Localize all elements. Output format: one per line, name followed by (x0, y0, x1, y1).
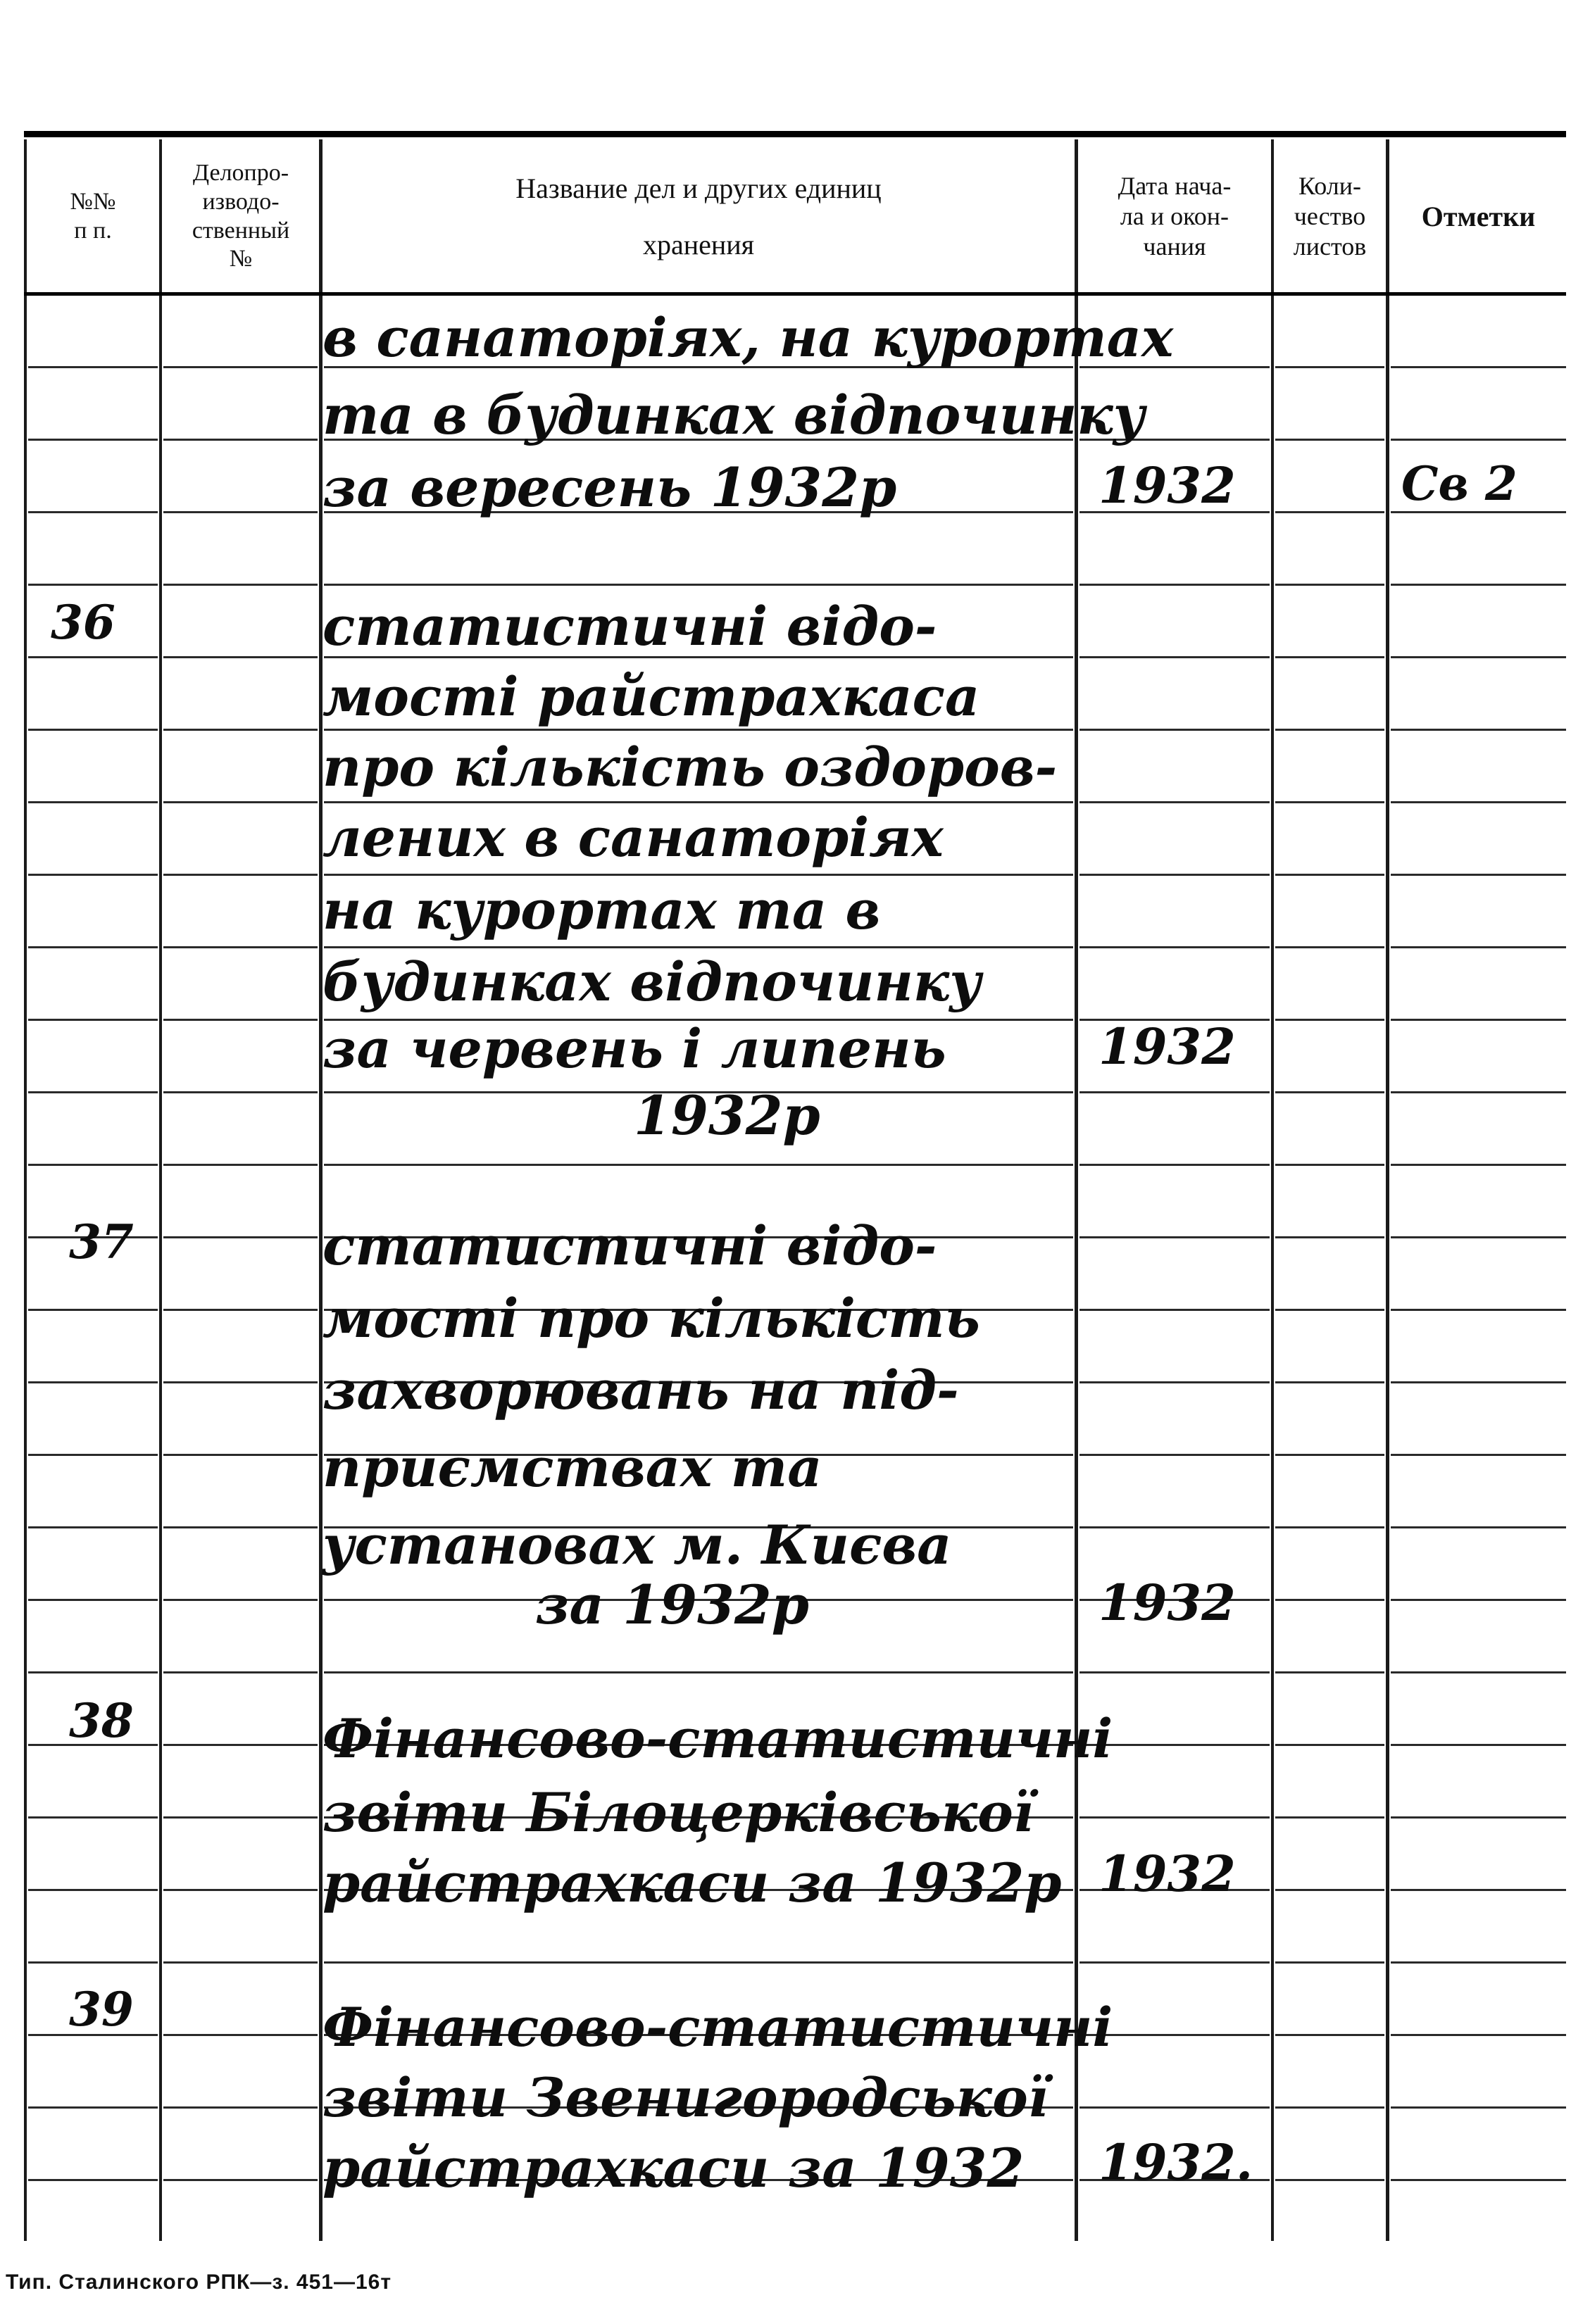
ruled-line (1275, 1381, 1384, 1383)
ruled-line (1391, 801, 1566, 803)
ruled-line (163, 801, 318, 803)
header-text: чество (1294, 201, 1366, 230)
header-text: хранения (642, 228, 755, 260)
entry-number: 39 (69, 1982, 134, 2037)
ruled-line (1391, 366, 1566, 368)
ruled-line (163, 1381, 318, 1383)
ruled-line (28, 1091, 158, 1093)
ruled-line (28, 439, 158, 441)
entry-title-line: мості райстрахкаса (323, 665, 980, 728)
ruled-line (28, 1164, 158, 1166)
ruled-line (28, 584, 158, 586)
ruled-line (28, 511, 158, 513)
ruled-line (1275, 2179, 1384, 2181)
header-text: Название дел и других единиц (515, 172, 882, 204)
ruled-line (1079, 1671, 1270, 1673)
ruled-line (163, 584, 318, 586)
ruled-line (1275, 1671, 1384, 1673)
entry-title-line: за вересень 1932р (323, 456, 897, 519)
ruled-line (163, 511, 318, 513)
ruled-line (163, 439, 318, 441)
ruled-line (1275, 1744, 1384, 1746)
ruled-line (28, 656, 158, 658)
entry-title-line: райстрахкаси за 1932 (323, 2137, 1025, 2199)
ruled-line (1391, 1236, 1566, 1238)
ruled-line (1275, 2034, 1384, 2036)
ruled-line (1275, 511, 1384, 513)
ruled-line (1079, 801, 1270, 803)
ruled-line (1391, 2179, 1566, 2181)
ruled-line (163, 1599, 318, 1601)
ruled-line (163, 2179, 318, 2181)
ruled-line (163, 656, 318, 658)
entry-title-line: звіти Білоцерківської (323, 1781, 1034, 1844)
ruled-line (1079, 2106, 1270, 2109)
ruled-line (1391, 584, 1566, 586)
column-divider (1271, 139, 1274, 2241)
entry-title-line: 1932р (634, 1084, 820, 1147)
ruled-line (28, 1454, 158, 1456)
header-cell-marks (1391, 141, 1566, 292)
header-bottom-rule (24, 292, 1566, 296)
ruled-line (324, 801, 1073, 803)
entry-title-line: установах м. Києва (323, 1514, 952, 1576)
entry-title-line: Фінансово-статистичні (323, 1996, 1113, 2059)
ruled-line (1079, 1309, 1270, 1311)
header-text: Дата нача- (1118, 171, 1232, 200)
ruled-line (163, 2106, 318, 2109)
ruled-line (1275, 1236, 1384, 1238)
ruled-line (163, 366, 318, 368)
ruled-line (1275, 656, 1384, 658)
ruled-line (28, 1381, 158, 1383)
column-divider (1075, 139, 1078, 2241)
ruled-line (1275, 1816, 1384, 1819)
entry-title-line: звіти Звенигородської (323, 2066, 1049, 2129)
ruled-line (1391, 1671, 1566, 1673)
header-cell-row-number (28, 141, 158, 292)
ruled-line (1391, 1816, 1566, 1819)
ruled-line (1275, 1019, 1384, 1021)
ruled-line (163, 1236, 318, 1238)
entry-title-line: та в будинках відпочинку (323, 384, 1146, 446)
ruled-line (1391, 656, 1566, 658)
header-cell-office-number (163, 141, 318, 292)
ruled-line (1275, 729, 1384, 731)
ruled-line (163, 1454, 318, 1456)
column-divider (319, 139, 323, 2241)
ruled-line (1391, 1164, 1566, 1166)
entry-title-line: про кількість оздоров- (323, 736, 1058, 798)
ruled-line (324, 1671, 1073, 1673)
ruled-line (1275, 1526, 1384, 1528)
ruled-line (1079, 656, 1270, 658)
ruled-line (1275, 946, 1384, 948)
entry-date: 1932 (1099, 1574, 1236, 1632)
ruled-line (324, 1164, 1073, 1166)
column-divider (1386, 139, 1389, 2241)
ruled-line (1275, 801, 1384, 803)
entry-title-line: на курортах та в (323, 879, 881, 941)
ruled-line (1275, 2106, 1384, 2109)
ruled-line (1391, 2034, 1566, 2036)
ruled-line (1275, 584, 1384, 586)
ruled-line (1079, 584, 1270, 586)
ruled-line (1275, 1889, 1384, 1891)
ruled-line (1391, 511, 1566, 513)
entry-title-line: райстрахкаси за 1932р (323, 1852, 1062, 1914)
ruled-line (324, 1961, 1073, 1964)
ruled-line (1079, 1961, 1270, 1964)
ruled-line (163, 1164, 318, 1166)
ruled-line (28, 874, 158, 876)
entry-number: 36 (51, 595, 115, 650)
ruled-line (1079, 1381, 1270, 1383)
ruled-line (163, 1671, 318, 1673)
entry-date: 1932 (1099, 1845, 1236, 1903)
entry-title-line: статистичні відо- (323, 595, 937, 658)
entry-title-line: приємствах та (323, 1436, 822, 1499)
ruled-line (163, 874, 318, 876)
ruled-line (28, 1889, 158, 1891)
ruled-line (28, 1816, 158, 1819)
header-text: изводо- (202, 188, 280, 215)
entry-date: 1932 (1099, 1017, 1236, 1076)
entry-title-line: лених в санаторіях (323, 806, 944, 869)
entry-title-line: Фінансово-статистичні (323, 1707, 1113, 1770)
ruled-line (1391, 1381, 1566, 1383)
ruled-line (324, 729, 1073, 731)
ruled-line (1391, 729, 1566, 731)
ruled-line (163, 2034, 318, 2036)
ruled-line (1079, 1816, 1270, 1819)
header-text: Отметки (1421, 200, 1536, 232)
ruled-line (28, 1671, 158, 1673)
ruled-line (1275, 439, 1384, 441)
ruled-line (28, 729, 158, 731)
entry-number: 38 (69, 1693, 134, 1748)
header-text: п п. (74, 217, 112, 244)
entry-title-line: захворювань на під- (323, 1359, 959, 1421)
ruled-line (1391, 1599, 1566, 1601)
ruled-line (1391, 1091, 1566, 1093)
header-text: чания (1143, 232, 1206, 261)
ruled-line (1079, 946, 1270, 948)
ruled-line (1391, 1889, 1566, 1891)
ruled-line (28, 2179, 158, 2181)
ruled-line (163, 1091, 318, 1093)
ruled-line (1275, 1164, 1384, 1166)
header-cell-sheets (1275, 141, 1385, 292)
entry-title-line: мості про кількість (323, 1287, 980, 1350)
ruled-line (28, 1961, 158, 1964)
entry-date: 1932 (1099, 456, 1236, 515)
ruled-line (324, 946, 1073, 948)
header-text: Коли- (1298, 171, 1361, 200)
ruled-line (28, 801, 158, 803)
ruled-line (1391, 1019, 1566, 1021)
entry-title-line: в санаторіях, на курортах (323, 306, 1174, 369)
ruled-line (163, 946, 318, 948)
entry-title-line: статистичні відо- (323, 1214, 937, 1277)
ruled-line (1275, 366, 1384, 368)
ruled-line (1391, 874, 1566, 876)
ruled-line (163, 1744, 318, 1746)
ruled-line (1391, 439, 1566, 441)
ruled-line (324, 874, 1073, 876)
entry-mark: Св 2 (1401, 456, 1517, 511)
ruled-line (163, 1961, 318, 1964)
header-cell-title (324, 141, 1073, 292)
entry-title-line: за червень і липень (323, 1017, 946, 1080)
ruled-line (28, 946, 158, 948)
column-divider (24, 139, 27, 2241)
ruled-line (1079, 1454, 1270, 1456)
ruled-line (1391, 1309, 1566, 1311)
ruled-line (163, 1019, 318, 1021)
ruled-line (1079, 1164, 1270, 1166)
ruled-line (1079, 729, 1270, 731)
ruled-line (1275, 874, 1384, 876)
ruled-line (1275, 1454, 1384, 1456)
header-cell-dates (1079, 141, 1270, 292)
ruled-line (1275, 1961, 1384, 1964)
ruled-line (1079, 1091, 1270, 1093)
ruled-line (28, 2106, 158, 2109)
ruled-line (1391, 1526, 1566, 1528)
ruled-line (1391, 1744, 1566, 1746)
header-text: № (229, 246, 253, 272)
ruled-line (1391, 1961, 1566, 1964)
ruled-line (163, 1816, 318, 1819)
ruled-line (1275, 1091, 1384, 1093)
ruled-line (1391, 1454, 1566, 1456)
ruled-line (1079, 874, 1270, 876)
ruled-line (324, 584, 1073, 586)
header-text: Делопро- (192, 159, 289, 186)
table-top-rule (24, 131, 1566, 137)
ruled-line (1391, 2106, 1566, 2109)
ruled-line (1391, 946, 1566, 948)
ruled-line (1079, 1526, 1270, 1528)
ruled-line (1275, 1599, 1384, 1601)
ruled-line (163, 729, 318, 731)
ruled-line (28, 366, 158, 368)
entry-date: 1932. (1099, 2133, 1253, 2192)
ruled-line (163, 1889, 318, 1891)
ruled-line (28, 1526, 158, 1528)
column-divider (159, 139, 162, 2241)
printer-imprint: Тип. Сталинского РПК—з. 451—16т (6, 2270, 392, 2294)
header-text: ственный (192, 217, 290, 244)
header-text: ла и окон- (1120, 201, 1229, 230)
ruled-line (28, 1309, 158, 1311)
ruled-line (28, 1599, 158, 1601)
ruled-line (163, 1526, 318, 1528)
entry-title-line: будинках відпочинку (323, 950, 982, 1013)
entry-number: 37 (69, 1214, 134, 1269)
ruled-line (1079, 1236, 1270, 1238)
ruled-line (28, 1019, 158, 1021)
header-text: листов (1293, 232, 1367, 261)
ruled-line (1275, 1309, 1384, 1311)
header-text: №№ (70, 188, 116, 215)
ruled-line (163, 1309, 318, 1311)
entry-title-line: за 1932р (535, 1574, 809, 1636)
